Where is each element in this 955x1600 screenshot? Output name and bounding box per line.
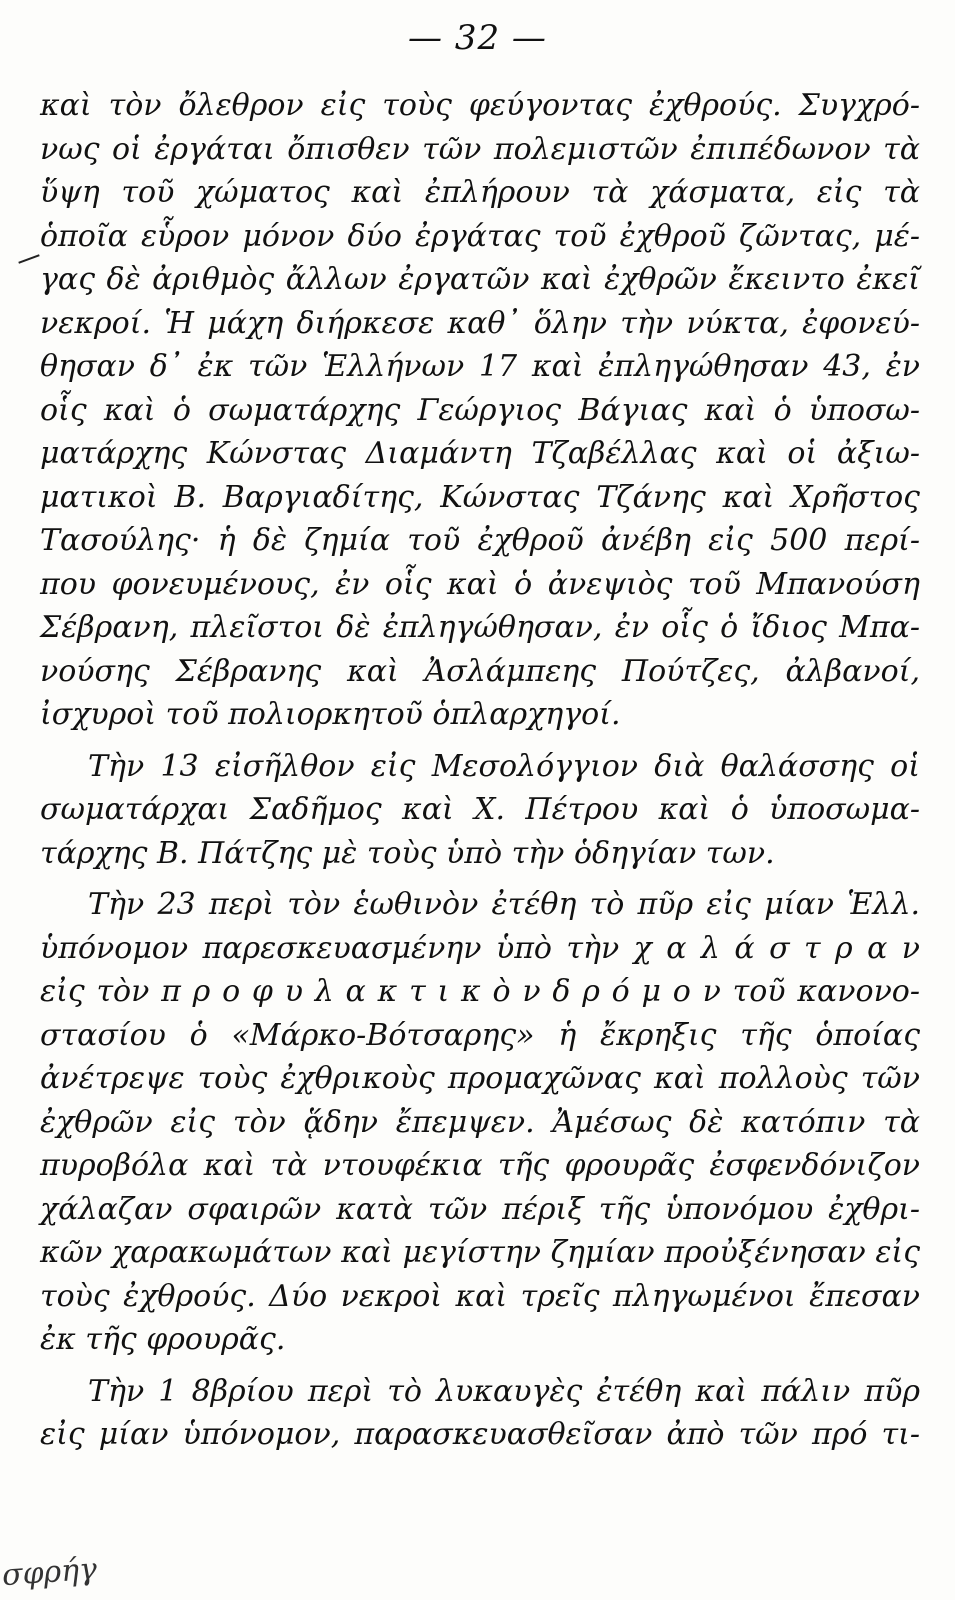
- text-line: νούσης Σέβρανης καὶ Ἀσλάμπεης Πούτζες, ἀλβανοί,: [40, 653, 920, 689]
- text-line: Τὴν 1 8βρίου περὶ τὸ λυκαυγὲς ἐτέθη καὶ πάλιν πῦρ: [88, 1373, 920, 1409]
- paragraph: [40, 745, 920, 876]
- text-line: Σέβρανη, πλεῖστοι δὲ ἐπληγώθησαν, ἐν οἷς ὁ ἴδιος Μπα-: [40, 610, 920, 645]
- text-line: τάρχης Β. Πάτζης μὲ τοὺς ὑπὸ τὴν ὁδηγίαν των.: [40, 835, 775, 871]
- text-line: νως οἱ ἐργάται ὄπισθεν τῶν πολεμιστῶν ἐπιπέδωνον τὰ: [40, 131, 920, 167]
- text-line: θησαν δ᾿ ἐκ τῶν Ἑλλήνων 17 καὶ ἐπληγώθησαν 43, ἐν: [40, 349, 920, 384]
- text-line: ὕψη τοῦ χώματος καὶ ἐπλήρουν τὰ χάσματα, εἰς τὰ: [40, 175, 920, 210]
- text-line: εἰς μίαν ὑπόνομον, παρασκευασθεῖσαν ἀπὸ τῶν πρό τι-: [40, 1417, 920, 1452]
- page-number: — 32 —: [408, 18, 547, 58]
- paragraph: [40, 1370, 920, 1457]
- text-line: ἐχθρῶν εἰς τὸν ᾅδην ἔπεμψεν. Ἀμέσως δὲ κατόπιν τὰ: [40, 1104, 920, 1140]
- text-line: ὑπόνομον παρεσκευασμένην ὑπὸ τὴν χ α λ ά σ τ ρ α ν: [40, 930, 920, 966]
- text-line: ματικοὶ Β. Βαργιαδίτης, Κώνστας Τζάνης καὶ Χρῆστος: [40, 479, 920, 515]
- paragraph: [40, 883, 920, 1362]
- text-line: χάλαζαν σφαιρῶν κατὰ τῶν πέριξ τῆς ὑπονόμου ἐχθρι-: [40, 1191, 920, 1227]
- text-line: νεκροί. Ἡ μάχη διήρκεσε καθ᾿ ὅλην τὴν νύκτα, ἐφονεύ-: [40, 305, 920, 341]
- text-line: που φονευμένους, ἐν οἷς καὶ ὁ ἀνεψιὸς τοῦ Μπανούση: [40, 566, 920, 602]
- handwritten-margin-note: σφρήγ: [0, 1551, 99, 1594]
- text-line: ἀνέτρεψε τοὺς ἐχθρικοὺς προμαχῶνας καὶ πολλοὺς τῶν: [40, 1061, 920, 1096]
- text-line: ἰσχυροὶ τοῦ πολιορκητοῦ ὁπλαρχηγοί.: [40, 697, 621, 732]
- paragraph: [40, 84, 920, 737]
- text-line: σωματάρχαι Σαδῆμος καὶ Χ. Πέτρου καὶ ὁ ὑποσωμα-: [40, 792, 920, 827]
- text-line: εἰς τὸν π ρ ο φ υ λ α κ τ ι κ ὸ ν δ ρ ό μ ο ν τοῦ κανονο-: [40, 974, 920, 1009]
- text-line: ματάρχης Κώνστας Διαμάντη Τζαβέλλας καὶ οἱ ἀξιω-: [40, 436, 920, 471]
- text-line: Τασούλης· ἡ δὲ ζημία τοῦ ἐχθροῦ ἀνέβη εἰς 500 περί-: [40, 523, 920, 558]
- body-text: [40, 84, 920, 1457]
- text-line: γας δὲ ἀριθμὸς ἄλλων ἐργατῶν καὶ ἐχθρῶν ἔκειντο ἐκεῖ: [40, 262, 920, 297]
- text-line: οἷς καὶ ὁ σωματάρχης Γεώργιος Βάγιας καὶ ὁ ὑποσω-: [40, 392, 920, 428]
- text-line: ὁποῖα εὗρον μόνον δύο ἐργάτας τοῦ ἐχθροῦ ζῶντας, μέ-: [40, 218, 920, 254]
- text-line: πυροβόλα καὶ τὰ ντουφέκια τῆς φρουρᾶς ἐσφενδόνιζον: [40, 1148, 920, 1183]
- text-line: καὶ τὸν ὄλεθρον εἰς τοὺς φεύγοντας ἐχθρούς. Συγχρό-: [40, 88, 920, 123]
- text-line: στασίου ὁ «Μάρκο-Βότσαρης» ἡ ἔκρηξις τῆς ὁποίας: [40, 1017, 920, 1053]
- text-line: ἐκ τῆς φρουρᾶς.: [40, 1322, 286, 1357]
- text-line: κῶν χαρακωμάτων καὶ μεγίστην ζημίαν προὐξένησαν εἰς: [40, 1235, 920, 1270]
- text-line: τοὺς ἐχθρούς. Δύο νεκροὶ καὶ τρεῖς πληγωμένοι ἔπεσαν: [40, 1278, 920, 1314]
- margin-mark: [18, 254, 39, 263]
- text-line: Τὴν 13 εἰσῆλθον εἰς Μεσολόγγιον διὰ θαλάσσης οἱ: [88, 748, 920, 784]
- text-line: Τὴν 23 περὶ τὸν ἑωθινὸν ἐτέθη τὸ πῦρ εἰς μίαν Ἑλλ.: [88, 887, 920, 922]
